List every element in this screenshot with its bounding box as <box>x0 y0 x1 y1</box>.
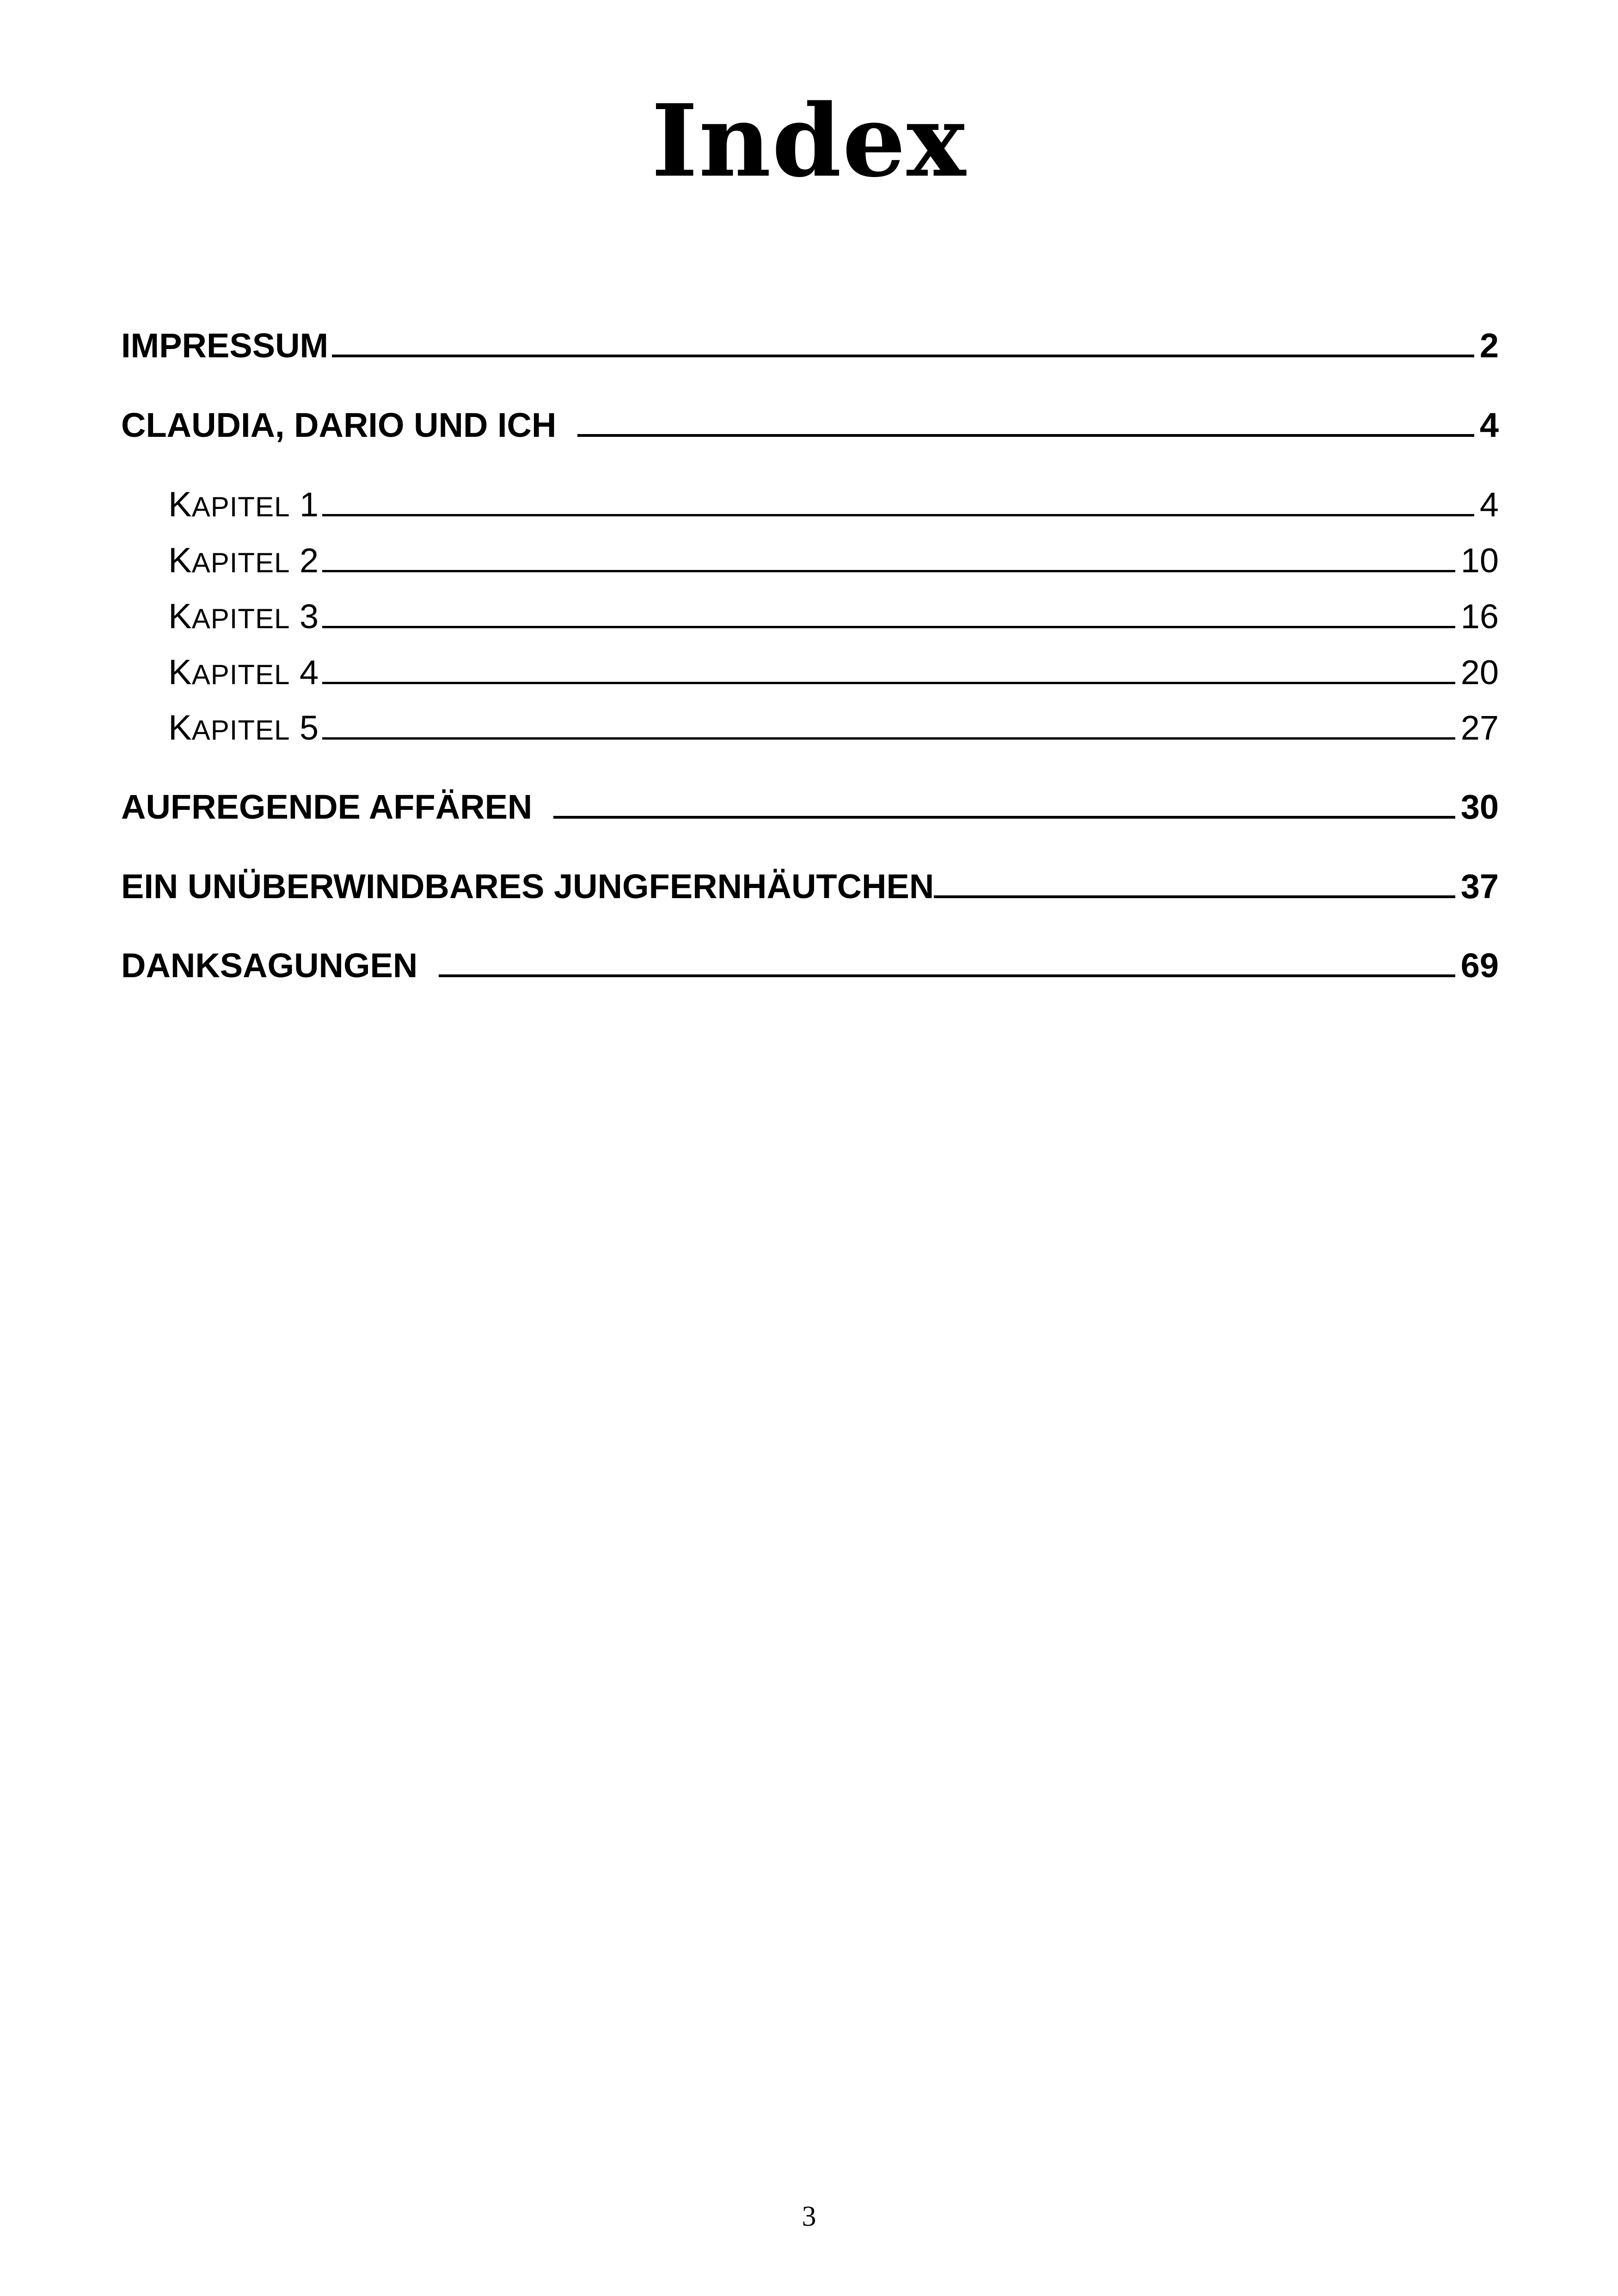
toc-entry-kapitel-1[interactable] <box>168 484 1499 535</box>
toc-page-number: 37 <box>1460 867 1499 906</box>
toc-entry-kapitel-2[interactable] <box>168 540 1499 591</box>
toc-page-number: 27 <box>1460 709 1499 747</box>
toc-entry-label: KAPITEL 2 <box>168 541 319 580</box>
toc-leader <box>322 569 1455 572</box>
toc-page-number: 69 <box>1460 946 1499 985</box>
toc-entry-label: IMPRESSUM <box>121 326 329 365</box>
page-title: Index <box>651 82 967 199</box>
toc-page-number: 16 <box>1460 597 1499 636</box>
toc-entry-label: CLAUDIA, DARIO UND ICH <box>121 406 557 444</box>
toc-page-number: 2 <box>1479 326 1499 365</box>
toc-entry-kapitel-3[interactable] <box>168 596 1499 647</box>
toc-entry-label: AUFREGENDE AFFÄREN <box>121 788 533 826</box>
toc-leader <box>322 681 1455 684</box>
toc-page-number: 20 <box>1460 653 1499 692</box>
toc-leader <box>577 434 1474 437</box>
toc-leader <box>553 815 1455 819</box>
toc-entry-kapitel-5[interactable] <box>168 708 1499 759</box>
toc-entry-kapitel-4[interactable] <box>168 652 1499 703</box>
toc-entry-label: DANKSAGUNGEN <box>121 946 418 985</box>
toc-entry-label: KAPITEL 4 <box>168 653 319 692</box>
toc-entry-impressum[interactable] <box>121 326 1499 377</box>
toc-entry-label: KAPITEL 5 <box>168 708 319 747</box>
toc-leader <box>332 354 1474 357</box>
page-number: 3 <box>802 2201 816 2232</box>
toc-page-number: 4 <box>1479 485 1499 524</box>
toc-entry-aufregende-affaeren[interactable] <box>121 787 1499 838</box>
toc-entry-ein-unueberwindbares-jungfernhaeutchen[interactable] <box>121 867 1499 918</box>
toc-entry-label: KAPITEL 1 <box>168 485 319 524</box>
toc-leader <box>439 974 1455 977</box>
toc-leader <box>322 737 1455 740</box>
toc-leader <box>322 514 1474 516</box>
toc-entry-label: EIN UNÜBERWINDBARES JUNGFERNHÄUTCHEN <box>121 867 934 906</box>
toc-entry-label: KAPITEL 3 <box>168 597 319 636</box>
toc-page-number: 30 <box>1460 788 1499 826</box>
toc-leader <box>934 895 1455 898</box>
toc-page-number: 10 <box>1460 541 1499 580</box>
toc-entry-danksagungen[interactable] <box>121 946 1499 997</box>
toc-leader <box>322 625 1455 628</box>
toc-entry-claudia-dario-und-ich[interactable] <box>121 405 1499 456</box>
toc-page-number: 4 <box>1479 406 1499 444</box>
